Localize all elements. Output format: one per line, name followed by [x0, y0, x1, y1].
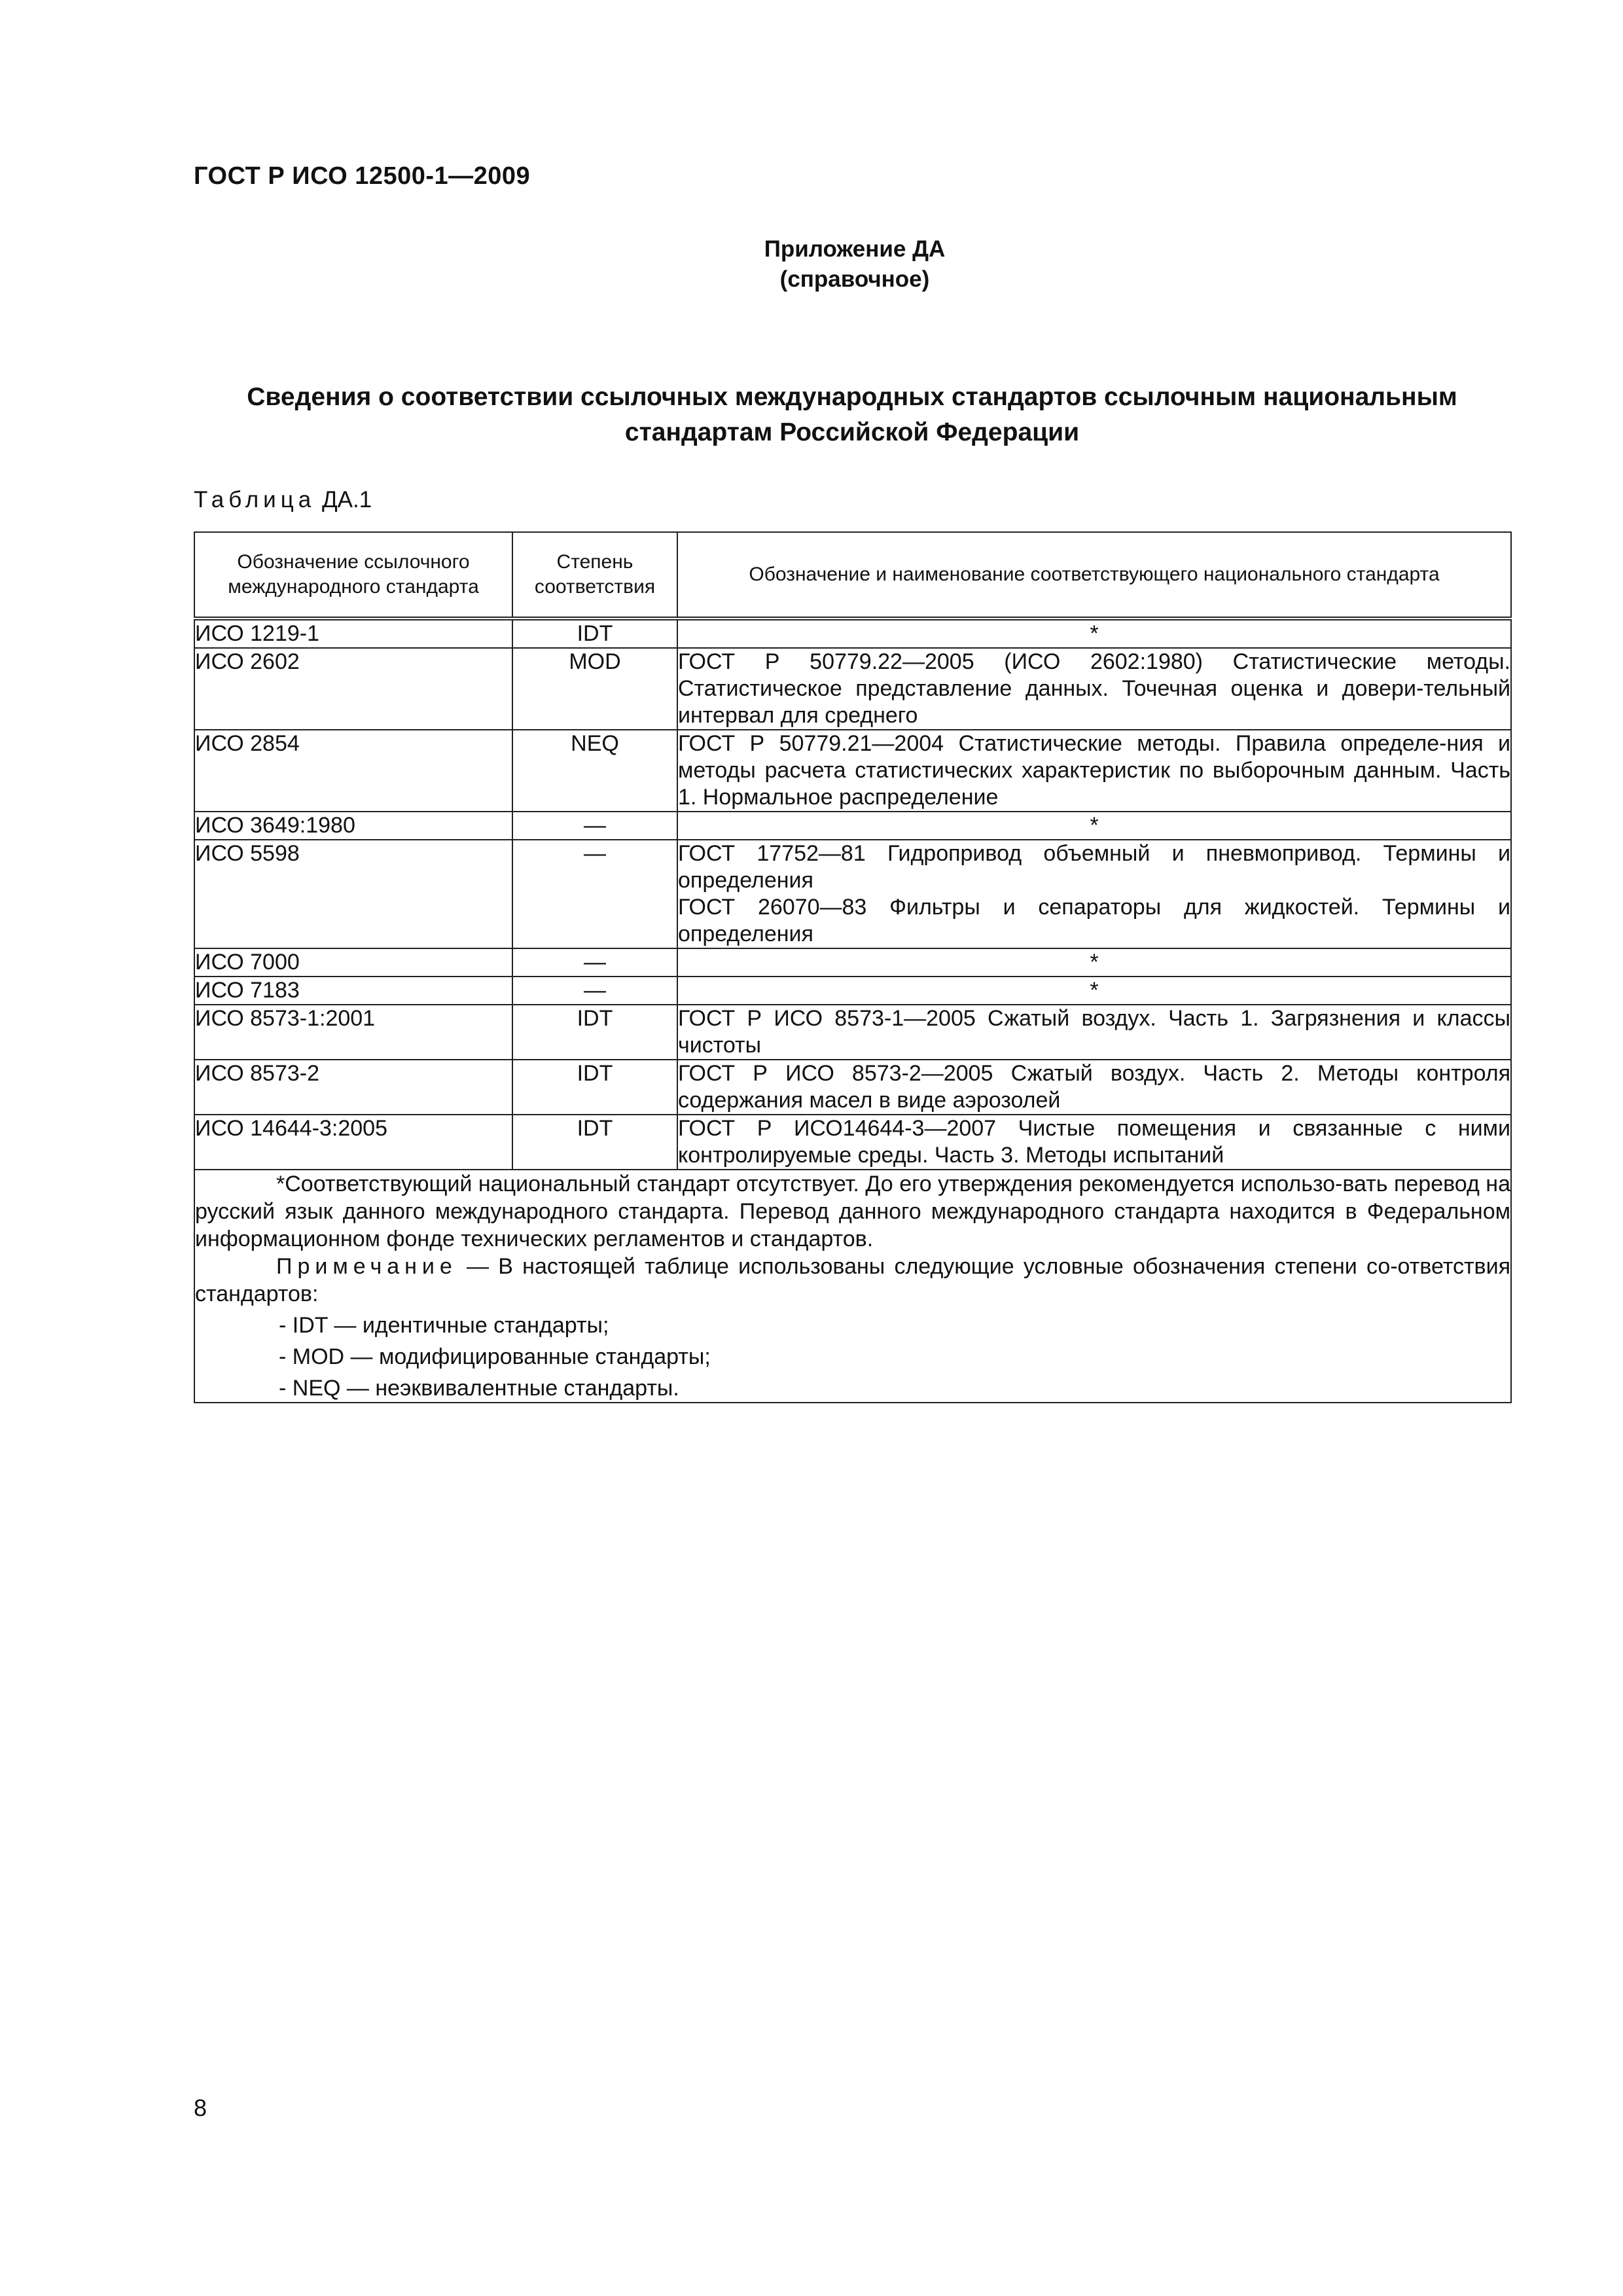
national-standard-line: ГОСТ Р ИСО14644-3—2007 Чистые помещения и связанные с ними контролируемые среды. Часть 3. Методы испытаний [678, 1116, 1510, 1168]
national-standard-line: ГОСТ 17752—81 Гидропривод объемный и пневмопривод. Термины и определения [678, 841, 1510, 893]
table-row [194, 948, 1511, 977]
table-caption-number: ДА.1 [321, 487, 372, 512]
national-standard-line: ГОСТ Р ИСО 8573-1—2005 Сжатый воздух. Часть 1. Загрязнения и классы чистоты [678, 1006, 1510, 1058]
note-text: — В настоящей таблице использованы следующие условные обозначения степени со-ответствия стандартов: [195, 1254, 1510, 1306]
header-national-standard: Обозначение и наименование соответствующего национального стандарта [677, 532, 1511, 619]
correspondence-degree: — [512, 948, 677, 977]
document-code: ГОСТ Р ИСО 12500-1—2009 [194, 162, 531, 190]
table-body [194, 619, 1511, 1170]
national-standard [677, 840, 1511, 948]
national-standard [677, 1115, 1511, 1170]
table-row [194, 730, 1511, 812]
header-international-standard: Обозначение ссылочного международного стандарта [194, 532, 512, 619]
legend-neq: - NEQ — неэквивалентные стандарты. [279, 1376, 679, 1401]
international-standard-code: ИСО 7000 [194, 948, 512, 977]
table-caption-word: Таблица [194, 487, 316, 512]
correspondence-degree: — [512, 812, 677, 840]
national-standard [677, 948, 1511, 977]
table-row [194, 977, 1511, 1005]
national-standard-line: ГОСТ 26070—83 Фильтры и сепараторы для жидкостей. Термины и определения [678, 895, 1510, 946]
correspondence-degree: — [512, 977, 677, 1005]
national-standard [677, 730, 1511, 812]
section-heading [194, 380, 1510, 450]
national-standard-line: * [1090, 950, 1099, 975]
national-standard-line: * [1090, 621, 1099, 646]
table-row [194, 619, 1511, 648]
page-number: 8 [194, 2094, 207, 2121]
legend-mod: - MOD — модифицированные стандарты; [279, 1344, 711, 1369]
national-standard-line: ГОСТ Р 50779.21—2004 Статистические методы. Правила определе-ния и методы расчета статистических характеристик по выборочным данным. Часть 1. Нормальное распределение [678, 731, 1510, 810]
international-standard-code: ИСО 1219-1 [194, 619, 512, 648]
correspondence-degree: MOD [512, 648, 677, 730]
heading-line-2: стандартам Российской Федерации [624, 418, 1080, 446]
table-header-row [194, 532, 1511, 619]
heading-line-1: Сведения о соответствии ссылочных международных стандартов ссылочным национальным [247, 383, 1457, 411]
international-standard-code: ИСО 5598 [194, 840, 512, 948]
national-standard-line: ГОСТ Р ИСО 8573-2—2005 Сжатый воздух. Часть 2. Методы контроля содержания масел в виде аэрозолей [678, 1061, 1510, 1113]
correspondence-degree: IDT [512, 1115, 677, 1170]
correspondence-table [194, 531, 1512, 1403]
correspondence-degree: IDT [512, 1005, 677, 1060]
national-standard-line: * [1090, 813, 1099, 838]
table-row [194, 648, 1511, 730]
national-standard [677, 1005, 1511, 1060]
table-row [194, 1115, 1511, 1170]
international-standard-code: ИСО 2602 [194, 648, 512, 730]
table-caption [194, 487, 372, 513]
legend-idt: - IDT — идентичные стандарты; [279, 1313, 609, 1338]
table-row [194, 812, 1511, 840]
national-standard [677, 812, 1511, 840]
header-degree: Степень соответствия [512, 532, 677, 619]
national-standard-line: ГОСТ Р 50779.22—2005 (ИСО 2602:1980) Статистические методы. Статистическое представление данных. Точечная оценка и довери-тельный интервал для среднего [678, 649, 1510, 728]
footnote-row [194, 1170, 1511, 1403]
table-row [194, 1060, 1511, 1115]
international-standard-code: ИСО 8573-2 [194, 1060, 512, 1115]
footnote-cell [194, 1170, 1511, 1403]
correspondence-degree: NEQ [512, 730, 677, 812]
national-standard-line: * [1090, 978, 1099, 1003]
appendix-kind: (справочное) [779, 266, 930, 292]
international-standard-code: ИСО 8573-1:2001 [194, 1005, 512, 1060]
national-standard [677, 977, 1511, 1005]
correspondence-degree: IDT [512, 1060, 677, 1115]
correspondence-degree: IDT [512, 619, 677, 648]
international-standard-code: ИСО 14644-3:2005 [194, 1115, 512, 1170]
international-standard-code: ИСО 7183 [194, 977, 512, 1005]
footnote-text: *Соответствующий национальный стандарт отсутствует. До его утверждения рекомендуется использо-вать перевод на русский язык данного международного стандарта. Перевод данного международного стандарта находится в Федеральном информационном фонде технических регламентов и стандартов. [195, 1172, 1510, 1251]
correspondence-degree: — [512, 840, 677, 948]
appendix-title: Приложение ДА [764, 236, 946, 262]
table-row [194, 1005, 1511, 1060]
note-label: Примечание [276, 1254, 457, 1279]
international-standard-code: ИСО 2854 [194, 730, 512, 812]
appendix-block [0, 234, 1623, 295]
national-standard [677, 1060, 1511, 1115]
table-row [194, 840, 1511, 948]
national-standard [677, 648, 1511, 730]
note-paragraph [195, 1253, 1510, 1308]
international-standard-code: ИСО 3649:1980 [194, 812, 512, 840]
national-standard [677, 619, 1511, 648]
